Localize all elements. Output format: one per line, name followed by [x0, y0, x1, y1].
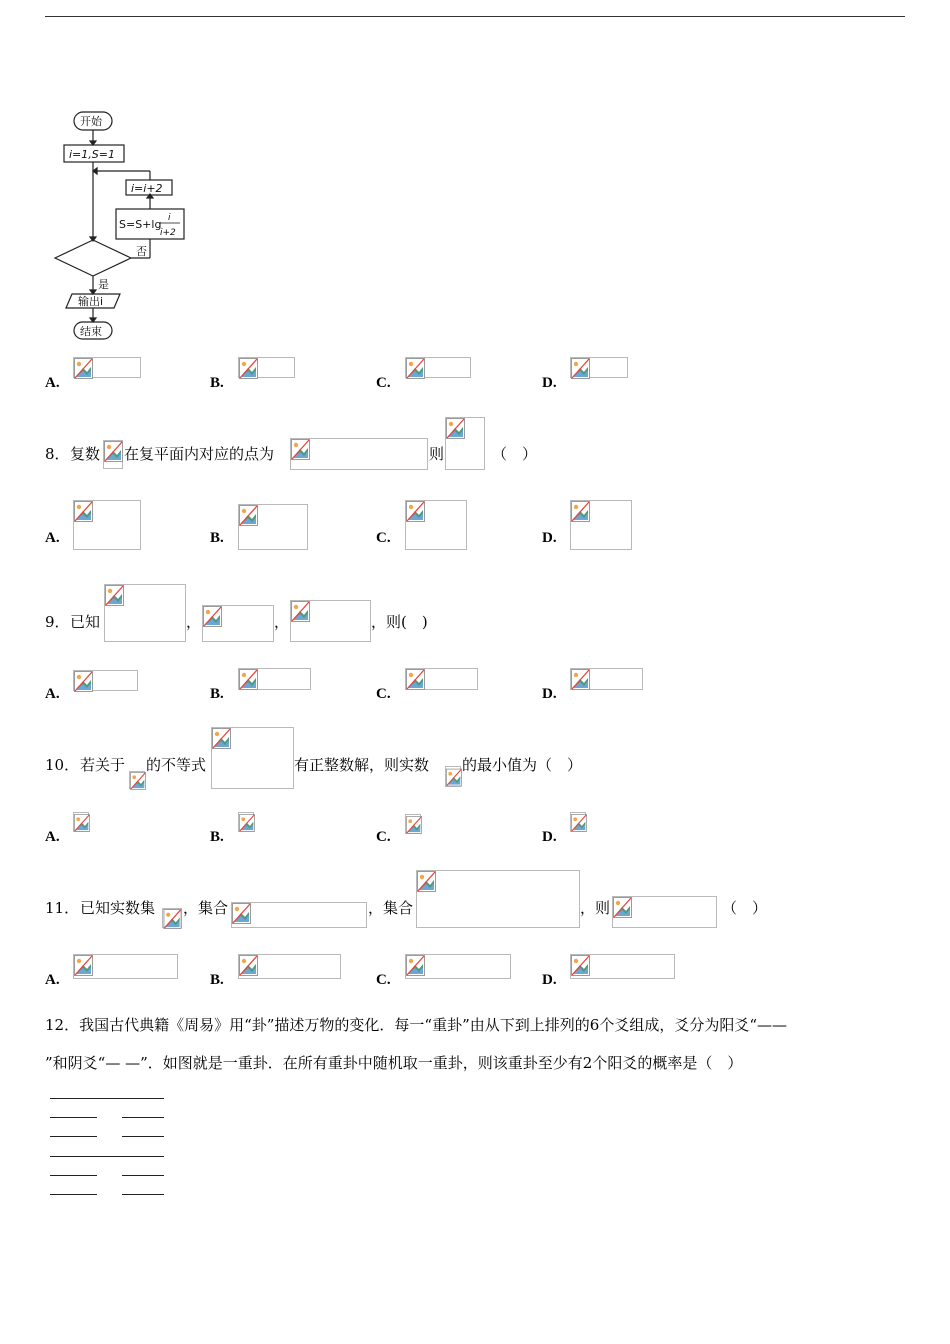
- q10-inline-image-3[interactable]: [445, 766, 461, 787]
- hexagram-line-6-yin-right: [122, 1194, 164, 1195]
- q11-option-b-image[interactable]: [238, 954, 341, 979]
- q11-text-3: ，集合: [368, 899, 414, 917]
- q12-line-1: 我国古代典籍《周易》用“卦”描述万物的变化．每一“重卦”由从下到上排列的6个爻组成，爻分为阳爻“——: [79, 1016, 787, 1034]
- q9-comma-1: ，: [186, 613, 202, 631]
- hexagram-line-3-yin-left: [50, 1136, 97, 1137]
- q8-text-1: 复数: [70, 445, 101, 463]
- q12-number: 12．: [45, 1016, 80, 1034]
- hexagram-line-5-yin-right: [122, 1175, 164, 1176]
- q9-option-c-label: C.: [376, 686, 391, 702]
- q7-option-b-label: B.: [210, 375, 224, 391]
- q7-option-a-image[interactable]: [73, 357, 141, 378]
- q11-option-c-label: C.: [376, 972, 391, 988]
- flowchart-no-label: 否: [136, 245, 147, 258]
- q11-text-1: 已知实数集: [80, 899, 156, 917]
- q11-text-2: ，集合: [183, 899, 229, 917]
- q8-option-c-image[interactable]: [405, 500, 467, 550]
- hexagram-line-4-yang: [50, 1156, 164, 1157]
- q11-inline-image-2[interactable]: [231, 902, 367, 928]
- q9-option-b-label: B.: [210, 686, 224, 702]
- q10-option-d-label: D.: [542, 829, 557, 845]
- q12-line-2: ”和阴爻“— —”．如图就是一重卦．在所有重卦中随机取一重卦，则该重卦至少有2个阳爻的概率是（ ）: [45, 1054, 743, 1072]
- flowchart-decision-shape: [55, 240, 131, 276]
- q10-option-a-label: A.: [45, 829, 60, 845]
- q11-option-a-label: A.: [45, 972, 60, 988]
- flowchart-start-text: 开始: [80, 115, 102, 128]
- q7-option-d-label: D.: [542, 375, 557, 391]
- q7-option-c-label: C.: [376, 375, 391, 391]
- q10-text-4: 的最小值为（ ）: [462, 756, 583, 774]
- hexagram-line-6-yin-left: [50, 1194, 97, 1195]
- q8-option-b-label: B.: [210, 530, 224, 546]
- q9-comma-2: ，: [274, 613, 290, 631]
- q10-option-d-image[interactable]: [570, 812, 586, 832]
- q10-option-c-label: C.: [376, 829, 391, 845]
- q10-option-c-image[interactable]: [405, 814, 421, 834]
- q11-inline-image-3[interactable]: [416, 870, 580, 928]
- q12-paragraph: [45, 1006, 915, 1082]
- q11-inline-image-4[interactable]: [612, 896, 717, 928]
- q10-inline-image-1[interactable]: [129, 771, 145, 789]
- q11-option-d-label: D.: [542, 972, 557, 988]
- hexagram-line-5-yin-left: [50, 1175, 97, 1176]
- q8-option-d-image[interactable]: [570, 500, 632, 550]
- q9-option-c-image[interactable]: [405, 668, 478, 690]
- q9-option-b-image[interactable]: [238, 668, 311, 690]
- q11-option-c-image[interactable]: [405, 954, 511, 979]
- q8-number: 8．: [45, 445, 70, 463]
- q11-inline-image-1[interactable]: [162, 908, 182, 928]
- flowchart-output-text: 输出i: [78, 295, 104, 308]
- q9-text-2: ，则( ): [371, 613, 428, 631]
- q9-option-a-image[interactable]: [73, 670, 138, 691]
- q11-text-5: （ ）: [722, 899, 768, 917]
- q9-option-d-label: D.: [542, 686, 557, 702]
- q10-text-3: 有正整数解，则实数: [294, 756, 430, 774]
- hexagram-line-3-yin-right: [122, 1136, 164, 1137]
- q11-option-a-image[interactable]: [73, 954, 178, 979]
- hexagram-line-2-yin-left: [50, 1117, 97, 1118]
- q7-option-a-label: A.: [45, 375, 60, 391]
- flowchart: [50, 108, 200, 344]
- q8-inline-image-2[interactable]: [290, 438, 428, 470]
- q8-option-d-label: D.: [542, 530, 557, 546]
- q8-option-c-label: C.: [376, 530, 391, 546]
- q9-inline-image-1[interactable]: [104, 584, 186, 642]
- q10-text-1: 若关于: [80, 756, 126, 774]
- q11-option-d-image[interactable]: [570, 954, 675, 979]
- q8-text-3: 则: [429, 445, 445, 463]
- q8-inline-image-1[interactable]: [103, 440, 123, 469]
- q8-option-a-image[interactable]: [73, 500, 141, 550]
- hexagram-line-1-yang: [50, 1098, 164, 1099]
- q9-option-a-label: A.: [45, 686, 60, 702]
- flowchart-end-text: 结束: [80, 325, 102, 338]
- q7-option-b-image[interactable]: [238, 357, 295, 378]
- flowchart-update-numerator: i: [168, 213, 171, 223]
- hexagram-line-2-yin-right: [122, 1117, 164, 1118]
- q10-option-a-image[interactable]: [73, 812, 89, 832]
- flowchart-update-text: S=S+lg: [119, 218, 162, 231]
- q10-text-2: 的不等式: [146, 756, 207, 774]
- q10-option-b-image[interactable]: [238, 812, 254, 832]
- q9-option-d-image[interactable]: [570, 668, 643, 690]
- q9-inline-image-2[interactable]: [202, 605, 274, 642]
- q10-option-b-label: B.: [210, 829, 224, 845]
- hexagram-figure: [50, 1094, 168, 1204]
- q8-text-2: 在复平面内对应的点为: [124, 445, 275, 463]
- flowchart-yes-label: 是: [98, 278, 109, 291]
- q10-number: 10．: [45, 756, 80, 774]
- q8-inline-image-3[interactable]: [445, 417, 485, 470]
- q9-number: 9．: [45, 613, 70, 631]
- q10-inline-image-2[interactable]: [211, 727, 294, 789]
- q7-option-d-image[interactable]: [570, 357, 628, 378]
- q8-option-b-image[interactable]: [238, 504, 308, 550]
- flowchart-increment-text: i=i+2: [131, 182, 163, 195]
- q7-option-c-image[interactable]: [405, 357, 471, 378]
- header-rule: [45, 16, 905, 17]
- q8-option-a-label: A.: [45, 530, 60, 546]
- q11-option-b-label: B.: [210, 972, 224, 988]
- q11-text-4: ，则: [580, 899, 611, 917]
- flowchart-init-text: i=1,S=1: [69, 148, 115, 161]
- q11-number: 11．: [45, 899, 80, 917]
- flowchart-update-denominator: i+2: [160, 228, 176, 238]
- q9-text-1: 已知: [70, 613, 101, 631]
- q8-text-4: （ ）: [492, 445, 538, 463]
- q9-inline-image-3[interactable]: [290, 600, 371, 642]
